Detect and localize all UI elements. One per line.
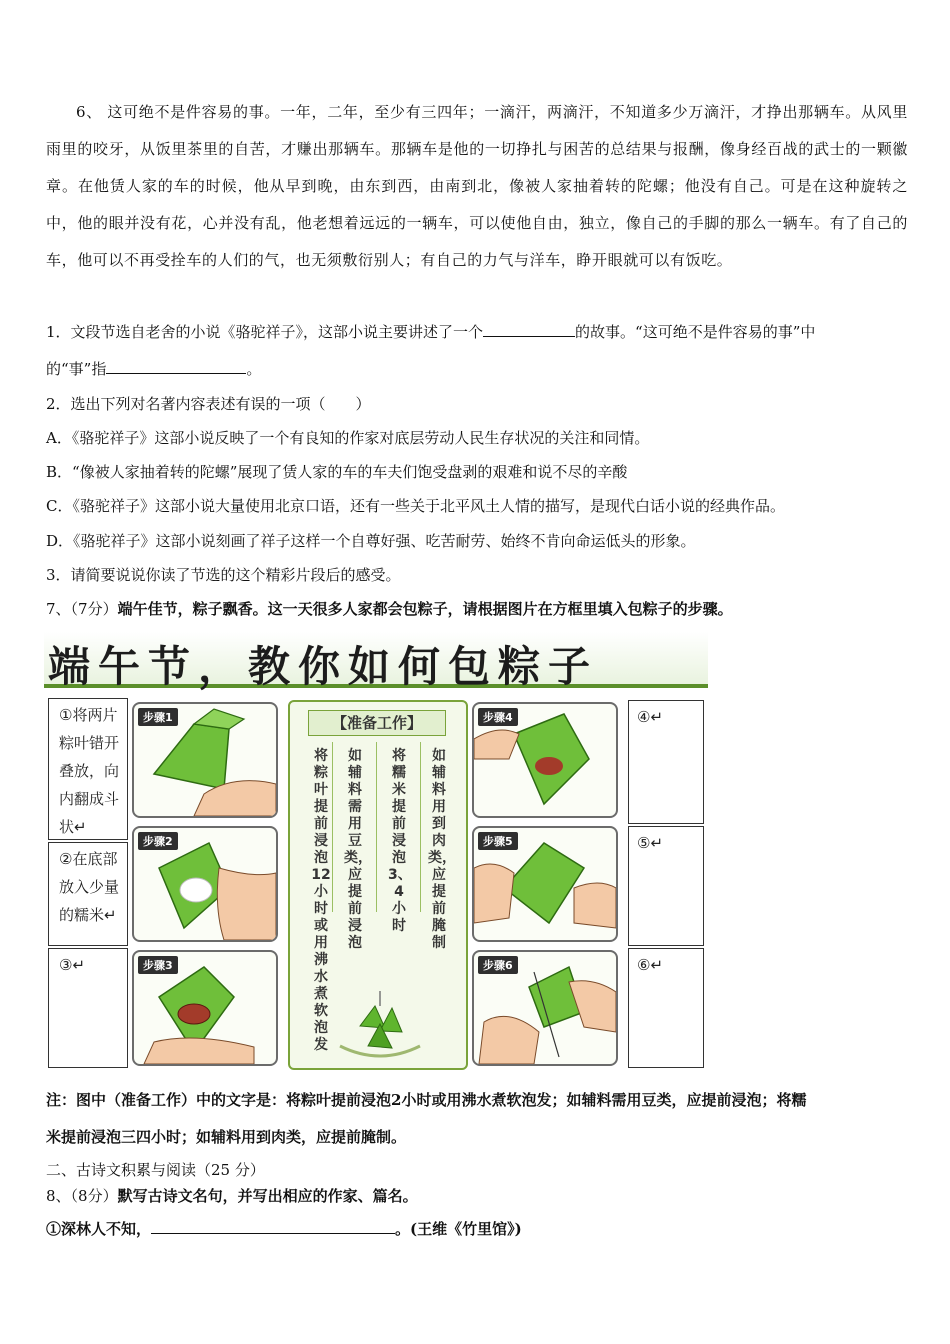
- q2-option-b[interactable]: B．“像被人家抽着转的陀螺”展现了赁人家的车的车夫们饱受盘剥的艰难和说不尽的辛酸: [46, 463, 628, 481]
- q3-stem: 3．请简要说说你读了节选的这个精彩片段后的感受。: [46, 566, 401, 584]
- q6-passage-first: 6、 这可绝不是件容易的事。一年，二年，至少有三四年；一滴汗，两滴汗，不知道多少万滴汗，才挣出那辆车。: [76, 103, 861, 121]
- left-box-1: [48, 698, 128, 840]
- step-1-panel: [132, 702, 278, 818]
- q2-option-c[interactable]: C．《骆驼祥子》这部小说大量使用北京口语，还有一些关于北平风土人情的描写，是现代白话小说的经典作品。: [46, 497, 785, 515]
- q8-item-1: ①深林人不知， 。(王维《竹里馆》): [46, 1220, 522, 1238]
- figure-body: [44, 694, 708, 1072]
- preparation-col-1: 将粽叶提前浸泡12小时或用沸水煮软泡发: [311, 748, 331, 1053]
- left-box-2: [48, 842, 128, 946]
- q6-passage: [46, 94, 908, 279]
- preparation-col-4: 如辅料用到肉类，应提前腌制: [428, 748, 456, 951]
- right-box-5-text: ⑤↵: [637, 834, 664, 852]
- figure-title: 端午节，教你如何包粽子: [48, 642, 599, 691]
- step-5-tag: 步骤5: [478, 832, 518, 850]
- left-box-3-text: ③↵: [59, 956, 86, 974]
- step-2-panel: [132, 826, 278, 942]
- preparation-col-3: 将糯米提前浸泡3、4小时: [388, 748, 412, 934]
- step-3-tag: 步骤3: [138, 956, 178, 974]
- zongzi-bundle-icon: [330, 986, 430, 1064]
- right-box-4-text: ④↵: [637, 708, 664, 726]
- preparation-title: 【准备工作】: [308, 710, 446, 736]
- left-box-2-text: ②在底部放入少量的糯米↵: [59, 850, 120, 924]
- left-box-1-text: ①将两片粽叶错开叠放，向内翻成斗状↵: [59, 706, 120, 836]
- right-box-4[interactable]: [628, 700, 704, 824]
- step-6-tag: 步骤6: [478, 956, 518, 974]
- step-1-tag: 步骤1: [138, 708, 178, 726]
- preparation-col-2: 如辅料需用豆类，应提前浸泡: [344, 748, 372, 951]
- zongzi-figure: [44, 632, 708, 1072]
- q8-blank-1[interactable]: [151, 1219, 395, 1234]
- step-4-panel: [472, 702, 618, 818]
- right-box-6-text: ⑥↵: [637, 956, 664, 974]
- note-line-2: 米提前浸泡三四小时；如辅料用到肉类，应提前腌制。: [46, 1128, 407, 1146]
- q1-blank-story[interactable]: [483, 322, 575, 337]
- step-5-panel: [472, 826, 618, 942]
- left-box-3[interactable]: [48, 948, 128, 1068]
- step-2-tag: 步骤2: [138, 832, 178, 850]
- q8-stem: 8、（8分）默写古诗文名句，并写出相应的作家、篇名。: [46, 1187, 418, 1205]
- q2-option-d[interactable]: D．《骆驼祥子》这部小说刻画了祥子这样一个自尊好强、吃苦耐劳、始终不肯向命运低头的形象。: [46, 532, 696, 550]
- step-3-panel: [132, 950, 278, 1066]
- q1-line2: 的“事”指 。: [46, 360, 262, 378]
- q2-stem: 2．选出下列对名著内容表述有误的一项（ ）: [46, 395, 371, 413]
- step-6-panel: [472, 950, 618, 1066]
- figure-title-banner: [44, 632, 708, 691]
- note-line-1: 注：图中（准备工作）中的文字是：将粽叶提前浸泡2小时或用沸水煮软泡发；如辅料需用豆类，应提前浸泡；将糯: [46, 1091, 807, 1109]
- q7-stem: 7、（7分）端午佳节，粽子飘香。这一天很多人家都会包粽子，请根据图片在方框里填入包粽子的步骤。: [46, 600, 733, 618]
- q1-line1: 1．文段节选自老舍的小说《骆驼祥子》，这部小说主要讲述了一个 的故事。“这可绝不是件容易的事”中: [46, 323, 816, 341]
- preparation-panel: [288, 700, 468, 1070]
- q6-passage-rest: 从风里雨里的咬牙，从饭里茶里的自苦，才赚出那辆车。那辆车是他的一切挣扎与困苦的总结果与报酬，像身经百战的武士的一颗徽章。在他赁人家的车的时候，他从早到晚，由东到西，由南到北，像被人家抽着转的陀螺；他没有自己。可是在这种旋转之中，他的眼并没有花，心并没有乱，他老想着远远的一辆车，可以使他自由，独立，像自己的手脚的那么一辆车。有了自己的车，他可以不再受拴车的人们的气，也无须敷衍别人；有自己的力气与洋车，睁开眼就可以有饭吃。: [46, 103, 908, 269]
- right-box-5[interactable]: [628, 826, 704, 946]
- q1-blank-thing[interactable]: [106, 359, 246, 374]
- section-2-heading: 二、古诗文积累与阅读（25 分）: [46, 1161, 265, 1179]
- right-box-6[interactable]: [628, 948, 704, 1068]
- q2-option-a[interactable]: A．《骆驼祥子》这部小说反映了一个有良知的作家对底层劳动人民生存状况的关注和同情。: [46, 429, 650, 447]
- step-4-tag: 步骤4: [478, 708, 518, 726]
